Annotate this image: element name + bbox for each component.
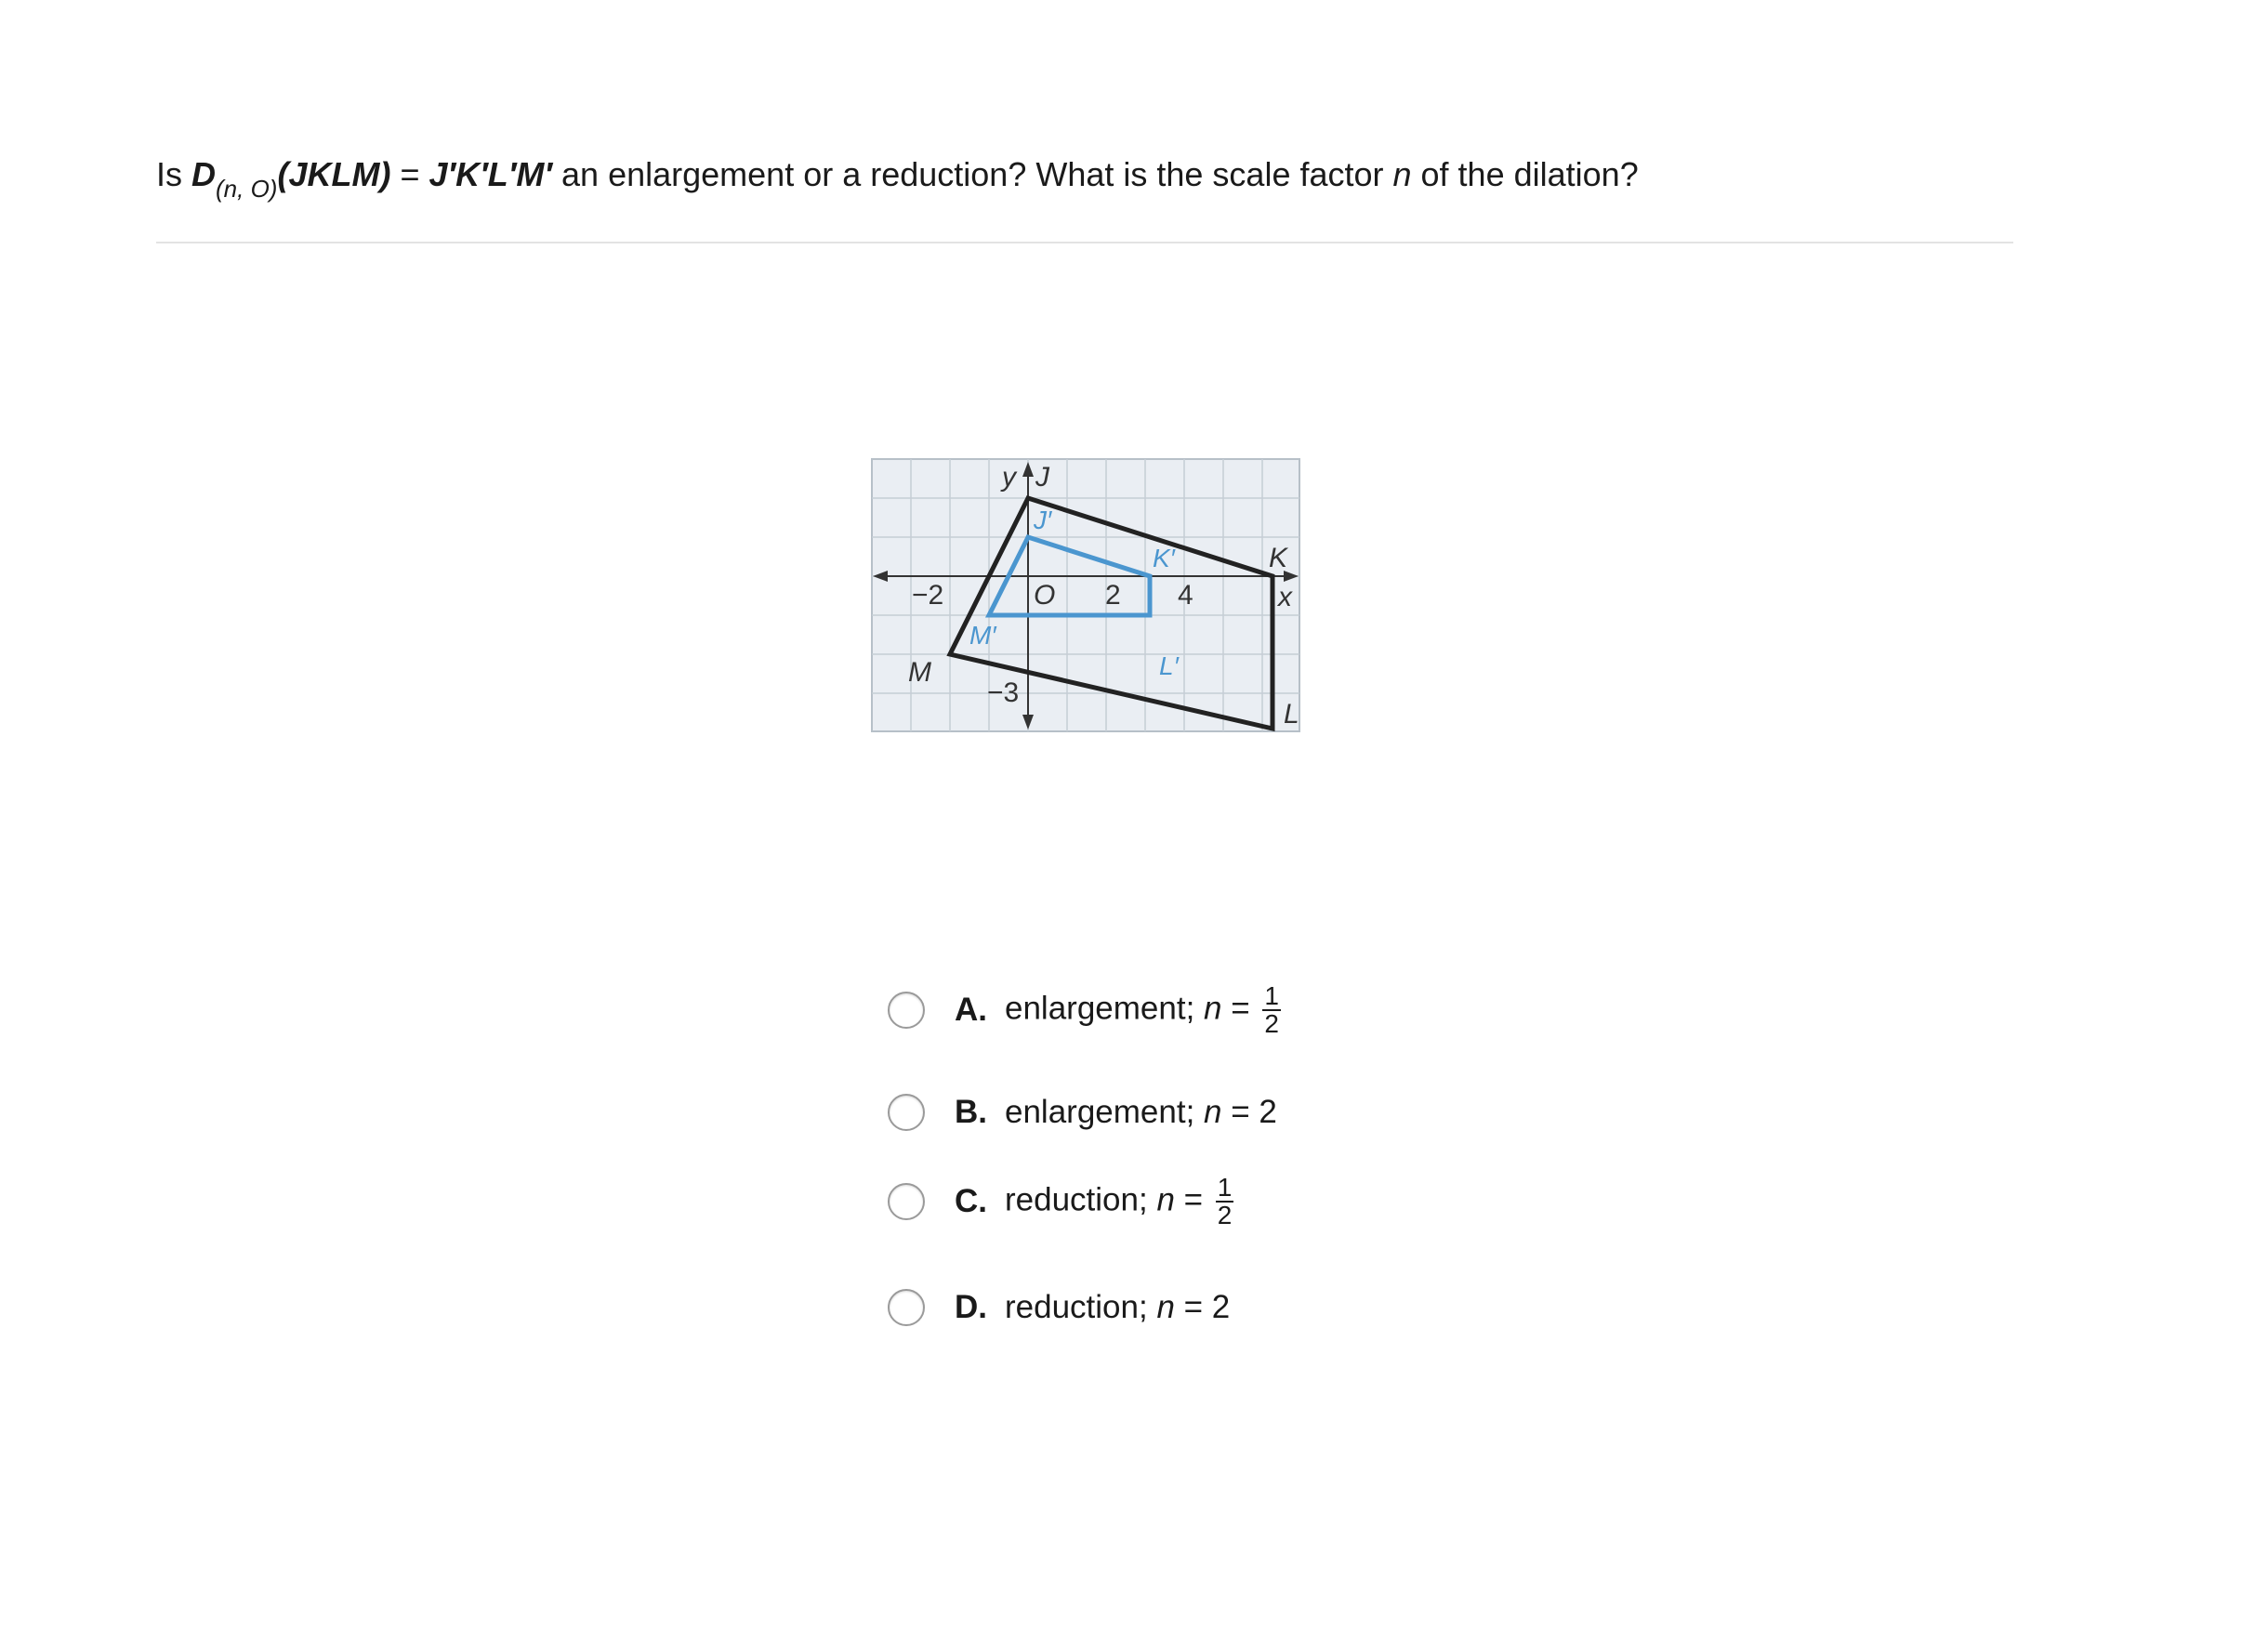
choice-text: enlargement; n = $\frac{1}{2}$	[1005, 981, 1279, 1038]
vertex-label-k: K	[1269, 543, 1288, 573]
question-text	[156, 149, 1639, 215]
image-figure-name: J′K′L′M′	[429, 155, 553, 193]
question-suffix: of the dilation?	[1411, 155, 1639, 193]
fraction-one-half: $\frac{1}{2}$	[1217, 1173, 1233, 1229]
tick-label-x-2: 2	[1105, 580, 1121, 611]
vertex-label-m: M	[908, 657, 931, 688]
choice-text: reduction; n = $\frac{1}{2}$	[1005, 1173, 1233, 1229]
vertex-label-l: L	[1284, 699, 1299, 730]
question-prefix: Is	[156, 155, 192, 193]
divider	[156, 242, 2013, 243]
radio-a[interactable]	[888, 992, 925, 1029]
choice-d[interactable]	[888, 1270, 1538, 1345]
radio-d[interactable]	[888, 1289, 925, 1326]
y-axis-label: y	[1002, 462, 1016, 493]
choice-b[interactable]	[888, 1075, 1538, 1150]
choice-c[interactable]	[888, 1164, 1538, 1239]
scale-variable: n	[1392, 155, 1412, 193]
choice-letter: A.	[955, 992, 987, 1028]
choice-text: enlargement; n = 2	[1005, 1094, 1277, 1130]
choice-letter: B.	[955, 1094, 987, 1130]
dilation-operator: $D_{(n, O)}(JKLM)$	[191, 155, 391, 203]
vertex-label-k-prime: K′	[1153, 544, 1175, 572]
dilation-argument: (JKLM)	[277, 155, 391, 193]
equals-sign: =	[390, 155, 429, 193]
tick-label-y-neg3: −3	[987, 677, 1020, 708]
origin-label: O	[1034, 580, 1056, 611]
question-middle: an enlargement or a reduction? What is the scale factor	[552, 155, 1393, 193]
radio-c[interactable]	[888, 1183, 925, 1220]
coordinate-grid	[871, 458, 1300, 732]
tick-label-x-neg2: −2	[912, 580, 944, 611]
radio-b[interactable]	[888, 1094, 925, 1131]
choice-letter: D.	[955, 1289, 987, 1325]
fraction-one-half: $\frac{1}{2}$	[1264, 981, 1279, 1038]
vertex-label-l-prime: L′	[1159, 651, 1179, 680]
dilation-subscript: (n, O)	[216, 175, 278, 203]
vertex-label-j-prime: J′	[1034, 506, 1052, 534]
vertex-label-m-prime: M′	[969, 621, 996, 650]
choice-a[interactable]	[888, 973, 1538, 1047]
tick-label-x-4: 4	[1178, 580, 1193, 611]
choice-letter: C.	[955, 1183, 987, 1219]
choice-text: reduction; n = 2	[1005, 1289, 1231, 1325]
vertex-label-j: J	[1035, 462, 1049, 493]
dilation-figure	[871, 458, 1300, 732]
x-axis-label: x	[1278, 582, 1292, 612]
